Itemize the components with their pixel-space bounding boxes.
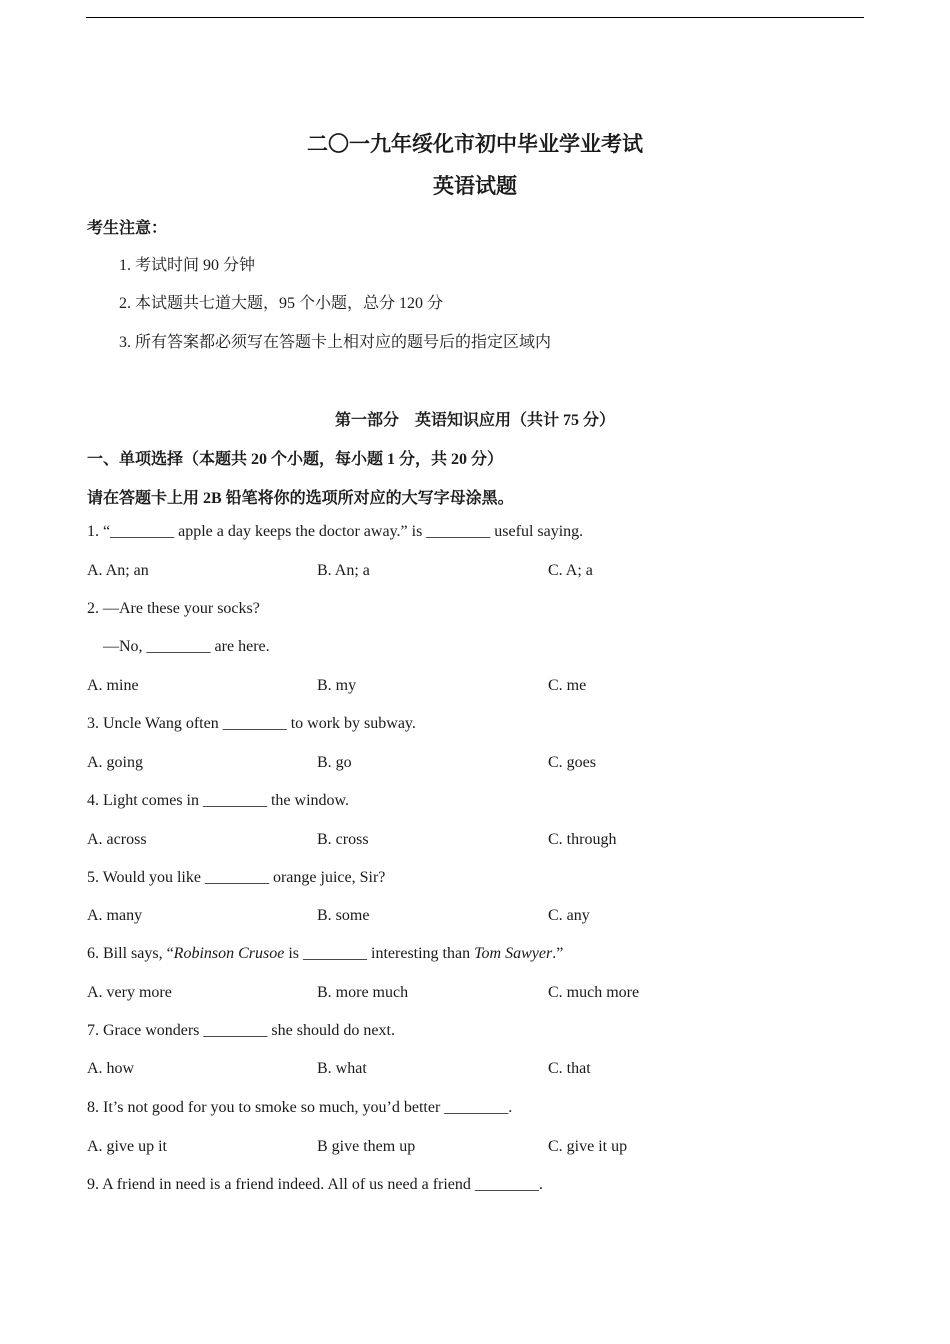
question-stem: 3. Uncle Wang often ________ to work by subway. [87,715,416,732]
option-b: B. go [317,754,352,771]
question-stem: 5. Would you like ________ orange juice, Sir? [87,869,386,886]
option-b: B. some [317,907,370,924]
option-a: A. give up it [87,1138,167,1155]
option-b: B give them up [317,1138,416,1155]
stem-text: 6. Bill says, “ [87,945,174,962]
question-stem-reply: —No, ________ are here. [103,638,270,655]
option-c: C. that [548,1060,591,1077]
option-a: A. going [87,754,143,771]
option-b: B. more much [317,984,409,1001]
option-c: C. me [548,677,587,694]
option-c: C. goes [548,754,596,771]
notice-item: 2. 本试题共七道大题，95 个小题，总分 120 分 [119,295,444,312]
section-instruction: 请在答题卡上用 2B 铅笔将你的选项所对应的大写字母涂黑。 [87,490,514,507]
exam-title: 二〇一九年绥化市初中毕业学业考试 [307,132,643,156]
notice-item: 3. 所有答案都必须写在答题卡上相对应的题号后的指定区域内 [119,334,552,351]
question-stem: 7. Grace wonders ________ she should do next. [87,1022,395,1039]
option-a: A. very more [87,984,172,1001]
notice-item: 1. 考试时间 90 分钟 [119,257,256,274]
option-c: C. A; a [548,562,593,579]
part-heading: 第一部分 英语知识应用（共计 75 分） [334,412,615,429]
option-c: C. through [548,831,617,848]
section-title: 一、单项选择（本题共 20 个小题，每小题 1 分，共 20 分） [87,451,504,468]
header-rule [86,17,864,18]
question-stem [87,945,563,963]
option-a: A. how [87,1060,135,1077]
option-a: A. mine [87,677,139,694]
question-stem: 2. —Are these your socks? [87,600,260,617]
option-a: A. An; an [87,562,149,579]
option-b: B. what [317,1060,367,1077]
exam-subtitle: 英语试题 [433,174,517,198]
stem-text: .” [552,945,564,962]
book-title: Tom Sawyer [474,945,553,962]
question-stem: 8. It’s not good for you to smoke so much, you’d better ________. [87,1099,513,1116]
option-c: C. any [548,907,590,924]
option-b: B. An; a [317,562,370,579]
question-stem: 9. A friend in need is a friend indeed. All of us need a friend ________. [87,1176,543,1193]
stem-text: is ________ interesting than [284,945,475,962]
option-a: A. across [87,831,147,848]
notice-heading: 考生注意： [87,220,168,237]
option-c: C. much more [548,984,640,1001]
option-a: A. many [87,907,143,924]
book-title: Robinson Crusoe [173,945,285,962]
option-b: B. cross [317,831,369,848]
option-c: C. give it up [548,1138,628,1155]
option-b: B. my [317,677,357,694]
question-stem: 1. “________ apple a day keeps the doctor away.” is ________ useful saying. [87,523,584,540]
question-stem: 4. Light comes in ________ the window. [87,792,350,809]
